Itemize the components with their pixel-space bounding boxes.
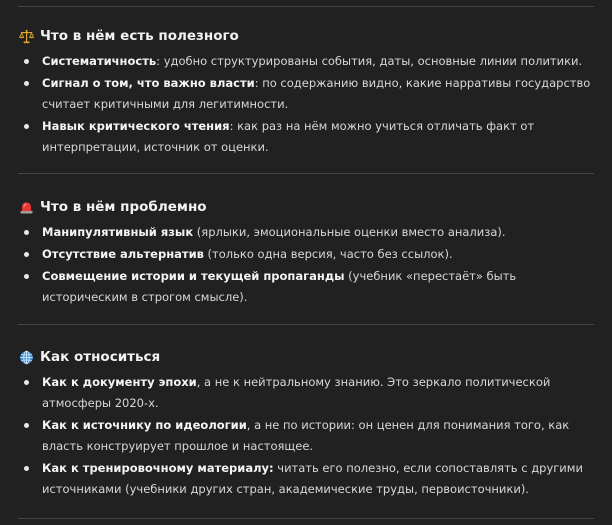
section-attitude [19,347,599,501]
siren-icon [19,200,34,215]
divider [18,173,594,174]
divider-bottom [18,518,594,519]
bullet-list [19,222,599,308]
scales-icon [19,29,34,44]
section-useful [19,26,599,159]
section-heading [19,197,599,217]
list-item: Как к тренировочному материалу: читать его полезно, если сопоставлять с другими источниками (учебники других стран, академические труды, первоисточники). [19,458,599,500]
bullet-list [19,372,599,500]
list-item: Как к документу эпохи, а не к нейтральному знанию. Это зеркало политической атмосферы 2020-х. [19,372,599,414]
divider-top [18,6,594,7]
globe-icon [19,350,34,365]
section-problems [19,197,599,309]
list-item: Как к источнику по идеологии, а не по истории: он ценен для понимания того, как власть конструирует прошлое и настоящее. [19,415,599,457]
section-heading [19,26,599,46]
list-item: Сигнал о том, что важно власти: по содержанию видно, какие нарративы государство считает критичными для легитимности. [19,73,599,115]
divider [18,324,594,325]
bullet-list [19,51,599,158]
section-heading [19,347,599,367]
section-title: Что в нём проблемно [40,199,207,215]
list-item: Отсутствие альтернатив (только одна версия, часто без ссылок). [19,244,599,265]
list-item: Навык критического чтения: как раз на нём можно учиться отличать факт от интерпретации, источник от оценки. [19,116,599,158]
list-item: Систематичность: удобно структурированы события, даты, основные линии политики. [19,51,599,72]
list-item: Манипулятивный язык (ярлыки, эмоциональные оценки вместо анализа). [19,222,599,243]
section-title: Как относиться [40,349,161,365]
list-item: Совмещение истории и текущей пропаганды (учебник «перестаёт» быть историческим в строгом смысле). [19,266,599,308]
section-title: Что в нём есть полезного [40,28,239,44]
